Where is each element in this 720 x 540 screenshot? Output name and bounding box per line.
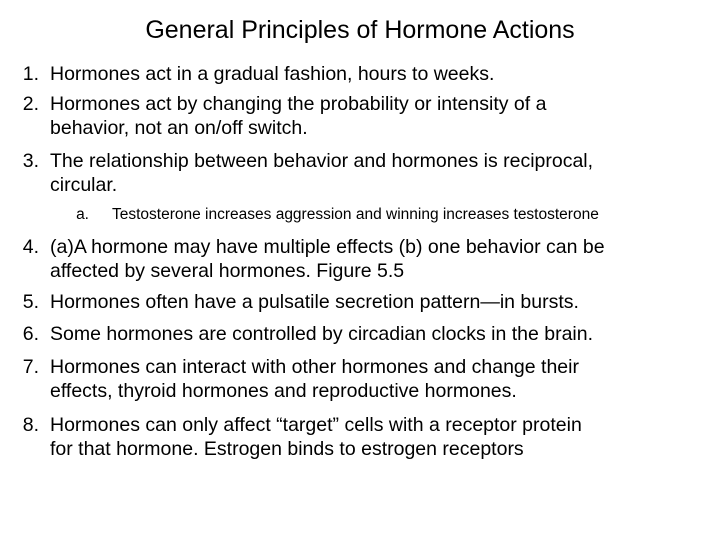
list-item-number: 3. bbox=[22, 150, 39, 172]
list-item-number: 8. bbox=[22, 414, 39, 436]
list-item-line: Hormones act by changing the probability or intensity of a bbox=[50, 93, 547, 115]
list-item-line: Hormones act in a gradual fashion, hours to weeks. bbox=[50, 63, 495, 85]
sub-list-item bbox=[71, 205, 711, 225]
list-item bbox=[9, 322, 709, 346]
list-item-line: affected by several hormones. Figure 5.5 bbox=[50, 260, 405, 282]
list-item-text bbox=[50, 62, 680, 86]
list-item-line: The relationship between behavior and hormones is reciprocal, bbox=[50, 150, 594, 172]
list-item-line: (a)A hormone may have multiple effects (b) one behavior can be bbox=[50, 236, 605, 258]
list-item-text bbox=[50, 235, 680, 283]
sub-list-item-letter: a. bbox=[76, 206, 89, 223]
list-item-number: 7. bbox=[22, 356, 39, 378]
list-item-line: Hormones can only affect “target” cells with a receptor protein bbox=[50, 414, 582, 436]
list-item bbox=[9, 62, 709, 86]
list-item-line: Hormones can interact with other hormones and change their bbox=[50, 356, 579, 378]
slide-title: General Principles of Hormone Actions bbox=[145, 16, 575, 44]
list-item-text bbox=[50, 92, 680, 140]
list-item-text bbox=[50, 149, 680, 197]
sub-list-item-text bbox=[112, 205, 720, 225]
list-item bbox=[9, 235, 709, 283]
list-item bbox=[9, 92, 709, 140]
list-item-line: behavior, not an on/off switch. bbox=[50, 117, 308, 139]
list-item-number: 6. bbox=[22, 323, 39, 345]
sub-list-item-line: Testosterone increases aggression and winning increases testosterone bbox=[112, 206, 599, 223]
list-item bbox=[9, 413, 709, 461]
list-item-text bbox=[50, 322, 680, 346]
list-item-number: 5. bbox=[22, 291, 39, 313]
list-item bbox=[9, 290, 709, 314]
list-item-text bbox=[50, 290, 680, 314]
list-item-number: 1. bbox=[22, 63, 39, 85]
list-item-line: effects, thyroid hormones and reproductive hormones. bbox=[50, 380, 517, 402]
list-item-line: for that hormone. Estrogen binds to estrogen receptors bbox=[50, 438, 524, 460]
list-item-number: 2. bbox=[22, 93, 39, 115]
list-item-line: Hormones often have a pulsatile secretion pattern—in bursts. bbox=[50, 291, 579, 313]
list-item-line: circular. bbox=[50, 174, 118, 196]
list-item bbox=[9, 149, 709, 197]
list-item-text bbox=[50, 413, 680, 461]
list-item-line: Some hormones are controlled by circadian clocks in the brain. bbox=[50, 323, 594, 345]
list-item bbox=[9, 355, 709, 403]
list-item-text bbox=[50, 355, 680, 403]
list-item-number: 4. bbox=[22, 236, 39, 258]
